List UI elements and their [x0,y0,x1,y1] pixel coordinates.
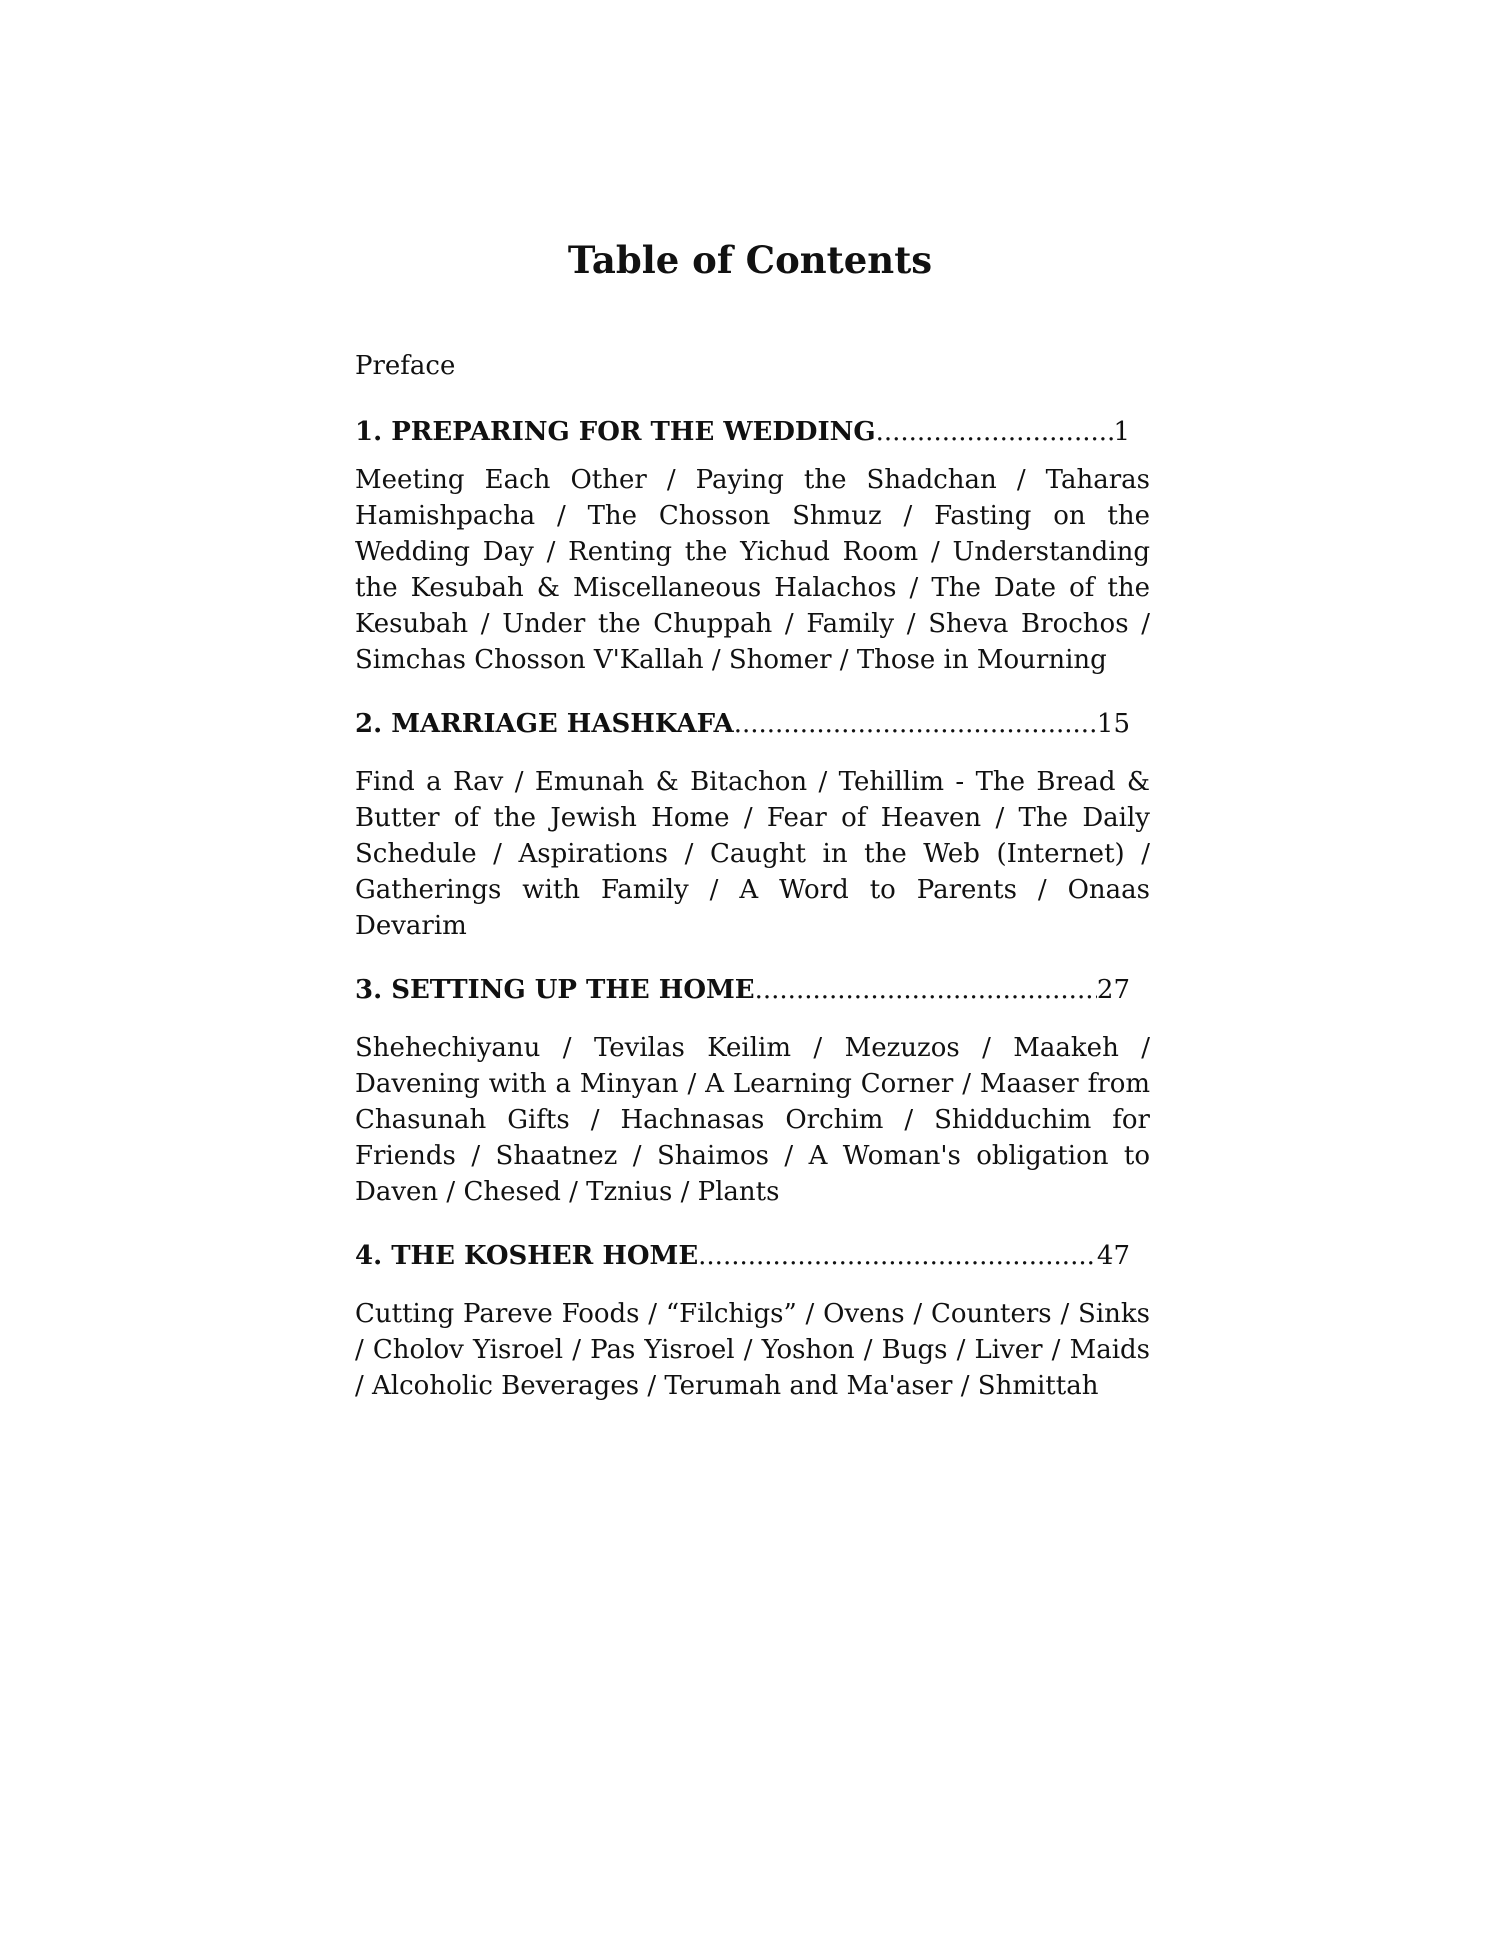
dot-leader [876,414,1114,450]
chapter-page-number: 1 [1113,417,1130,447]
toc-chapter-2 [355,706,1150,944]
chapter-heading [355,972,1130,1008]
chapter-page-number: 27 [1096,975,1130,1005]
chapter-title: 2. MARRIAGE HASHKAFA [355,709,734,739]
chapter-page-number: 15 [1096,709,1130,739]
page-title: Table of Contents [567,238,933,282]
dot-leader [698,1238,1097,1274]
chapter-heading [355,706,1130,742]
chapter-topics: Meeting Each Other / Paying the Shadchan / Taharas Hamishpacha / The Chosson Shmuz / Fasting on the Wedding Day / Renting the Yichud Room / Understanding the Kesubah & Miscellaneous Halachos / The Date of the Kesubah / Under the Chuppah / Family / Sheva Brochos / Simchas Chosson V'Kallah / Shomer / Those in Mourning [355,465,1150,675]
chapter-title: 4. THE KOSHER HOME [355,1241,699,1271]
toc-preface-entry: Preface [355,351,456,381]
dot-leader [755,972,1097,1008]
dot-leader [734,706,1097,742]
toc-chapter-1 [355,414,1150,678]
chapter-topics: Cutting Pareve Foods / “Filchigs” / Ovens / Counters / Sinks / Cholov Yisroel / Pas Yisroel / Yoshon / Bugs / Liver / Maids / Alcoholic Beverages / Terumah and Ma'aser / Shmittah [355,1299,1150,1401]
chapter-title: 1. PREPARING FOR THE WEDDING [355,417,876,447]
chapter-title: 3. SETTING UP THE HOME [355,975,755,1005]
chapter-topics: Find a Rav / Emunah & Bitachon / Tehillim - The Bread & Butter of the Jewish Home / Fear of Heaven / The Daily Schedule / Aspirations / Caught in the Web (Internet) / Gatherings with Family / A Word to Parents / Onaas Devarim [355,767,1150,941]
toc-list [355,348,1150,1432]
chapter-heading [355,1238,1130,1274]
chapter-topics: Shehechiyanu / Tevilas Keilim / Mezuzos / Maakeh / Davening with a Minyan / A Learning Corner / Maaser from Chasunah Gifts / Hachnasas Orchim / Shidduchim for Friends / Shaatnez / Shaimos / A Woman's obligation to Daven / Chesed / Tznius / Plants [355,1033,1150,1207]
chapter-page-number: 47 [1096,1241,1130,1271]
chapter-heading [355,414,1130,450]
toc-chapter-3 [355,972,1150,1210]
toc-chapter-4 [355,1238,1150,1404]
